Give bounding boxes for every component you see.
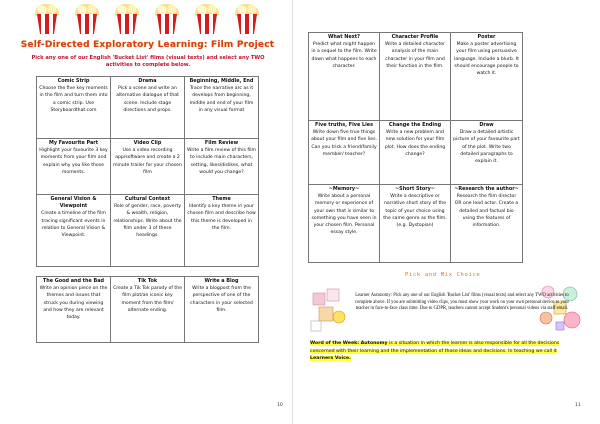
activity-heading: What Next?	[328, 34, 360, 40]
popcorn-icon	[192, 4, 222, 36]
activity-cell-film-review	[185, 139, 259, 195]
activity-grid-right	[308, 32, 523, 263]
activity-body: Write a new problem and new solution for your film plot. How does the ending change?	[384, 130, 446, 157]
activity-heading: General Vision & Viewpoint	[50, 196, 97, 210]
table-spacer	[111, 267, 185, 277]
learner-autonomy-text: Learner Autonomy: Pick any one of our English 'Bucket List' films (visual texts) and select any TWO activities to complete above. If you are submitting video clips, you must show your work on your own personal device to your teacher in face-to-face class time. Due to GDPR, teachers cannot accept Student's personal videos via staff email.	[354, 293, 570, 312]
activity-heading: ~Short Story~	[395, 186, 435, 192]
activity-cell-draw	[451, 121, 523, 185]
activity-heading: Cultural Context	[124, 196, 171, 202]
word-definition: is a situation in which the learner is also responsible for all the decisions concerned with their learning and the implementation of those ideas and decisions. In teaching we call it	[310, 341, 560, 354]
activity-grid-left	[36, 76, 259, 343]
activity-body: Make a poster advertising your film using persuasive language. Include a blurb. It should encourage people to watch it.	[454, 42, 519, 77]
activity-heading: ~Memory~	[328, 186, 360, 192]
activity-body: Trace the narrative arc as it develops from beginning, middle and end of your film in any visual format	[189, 86, 254, 113]
activity-cell-good-and-bad	[37, 277, 111, 343]
left-page	[0, 0, 293, 424]
page-number: 11	[575, 403, 581, 408]
activity-body: Highlight your favourite 3 key moments from your film and explain why you like those moments.	[39, 148, 108, 175]
popcorn-banner	[32, 4, 262, 38]
activity-cell-video-clip	[111, 139, 185, 195]
activity-cell-drama	[111, 77, 185, 139]
activity-body: Write an opinion piece on the themes and issues that struck you during viewing and how they are relevant today.	[39, 286, 108, 321]
word-of-the-week	[310, 340, 580, 363]
page-number: 10	[277, 403, 283, 408]
activity-body: Draw a detailed artistic picture of your favourite part of the plot. Write two detailed paragraphs to explain it.	[453, 130, 520, 165]
activity-heading: Write a Blog	[204, 278, 239, 284]
activity-cell-favourite-part	[37, 139, 111, 195]
activity-heading: Film Review	[204, 140, 239, 146]
activity-body: Pick a scene and write an alternative dialogue of that scene. Include stage directions and props.	[116, 86, 179, 113]
activity-body: Write about a personal memory or experience of your own that is similar to something you have seen in your chosen film. Personal essay style.	[311, 194, 377, 236]
activity-cell-five-truths	[309, 121, 380, 185]
word-term: Autonomy	[360, 341, 388, 346]
word-label: Word of the Week:	[310, 341, 360, 346]
activity-cell-tik-tok	[111, 277, 185, 343]
activity-body: Role of gender, race, poverty & wealth, religion, relationships. Write about the film under 3 of these headings.	[113, 204, 182, 239]
activity-body: Use a video recording app/software and create a 2 minute trailer for your chosen film	[113, 148, 182, 175]
activity-heading: Drama	[138, 78, 157, 84]
activity-heading: Comic Strip	[57, 78, 90, 84]
activity-heading: Draw	[479, 122, 494, 128]
activity-body: Create a Tik Tok parody of the film plot/an iconic key moment from the film/ alternate ending.	[113, 286, 182, 313]
activity-cell-memory	[309, 185, 380, 263]
popcorn-icon	[152, 4, 182, 36]
activity-cell-short-story	[380, 185, 451, 263]
activity-cell-theme	[185, 195, 259, 267]
activity-body: Write down five true things about your film and five lies. Can you trick a friend/family member/ teacher?	[311, 130, 377, 157]
table-spacer	[185, 267, 259, 277]
activity-cell-beginning-middle-end	[185, 77, 259, 139]
activity-cell-what-next	[309, 33, 380, 121]
activity-heading: Video Clip	[133, 140, 162, 146]
activity-body: Write a film review of this film to include main characters, setting, likes/dislikes, what would you change?	[187, 148, 256, 175]
activity-cell-research-author	[451, 185, 523, 263]
activity-body: Write a blogpost from the perspective of one of the characters in your selected film.	[190, 286, 253, 313]
activity-heading: Tik Tok	[137, 278, 158, 284]
activity-heading: Beginning, Middle, End	[189, 78, 254, 84]
activity-cell-cultural-context	[111, 195, 185, 267]
activity-cell-character-profile	[380, 33, 451, 121]
page-title: Self-Directed Exploratory Learning: Film Project	[20, 40, 275, 50]
activity-heading: Poster	[477, 34, 496, 40]
activity-body: Identify a key theme in your chosen film and describe how this theme is developed in the film.	[187, 204, 256, 231]
activity-body: Write a descriptive or narrative short story of the topic of your choice using the same genre as the film. (e.g. Dystopian)	[383, 194, 447, 229]
activity-cell-poster	[451, 33, 523, 121]
activity-cell-write-a-blog	[185, 277, 259, 343]
word-conclusion: Learners Voice.	[310, 356, 351, 362]
activity-heading: My Favourite Part	[48, 140, 99, 146]
activity-cell-change-ending	[380, 121, 451, 185]
activity-body: Write a detailed character analysis of the main character in your film and their function in the film.	[385, 42, 445, 69]
right-page	[300, 0, 592, 424]
activity-body: Research the film director OR one lead actor. Create a detailed and factual bio using the features of information.	[454, 194, 519, 229]
activity-heading: The Good and the Bad	[42, 278, 105, 284]
activity-body: Choose the five key moments in the film and turn them into a comic strip. Use Storyboardthat.com	[39, 86, 108, 113]
activity-heading: ~Research the author~	[454, 186, 519, 192]
popcorn-icon	[232, 4, 262, 36]
activity-heading: Theme	[212, 196, 231, 202]
activity-body: Predict what might happen in a sequel to the film. Write down what happens to each character.	[311, 42, 377, 69]
candy-icon	[309, 287, 349, 335]
pick-and-mix-heading: Pick and Mix Choice	[405, 272, 481, 278]
popcorn-icon	[72, 4, 102, 36]
table-spacer	[37, 267, 111, 277]
popcorn-icon	[112, 4, 142, 36]
activity-heading: Change the Ending	[388, 122, 442, 128]
activity-heading: Five truths, Five Lies	[315, 122, 373, 128]
activity-body: Create a timeline of the film tracing significant events in relation to General Vision & Viewpoint.	[41, 211, 106, 239]
activity-heading: Character Profile	[391, 34, 439, 40]
page-subtitle: Pick any one of our English 'Bucket List' films (visual texts) and select any TWO activities to complete below.	[31, 55, 265, 68]
activity-cell-comic-strip	[37, 77, 111, 139]
activity-cell-general-vision	[37, 195, 111, 267]
popcorn-icon	[32, 4, 62, 36]
